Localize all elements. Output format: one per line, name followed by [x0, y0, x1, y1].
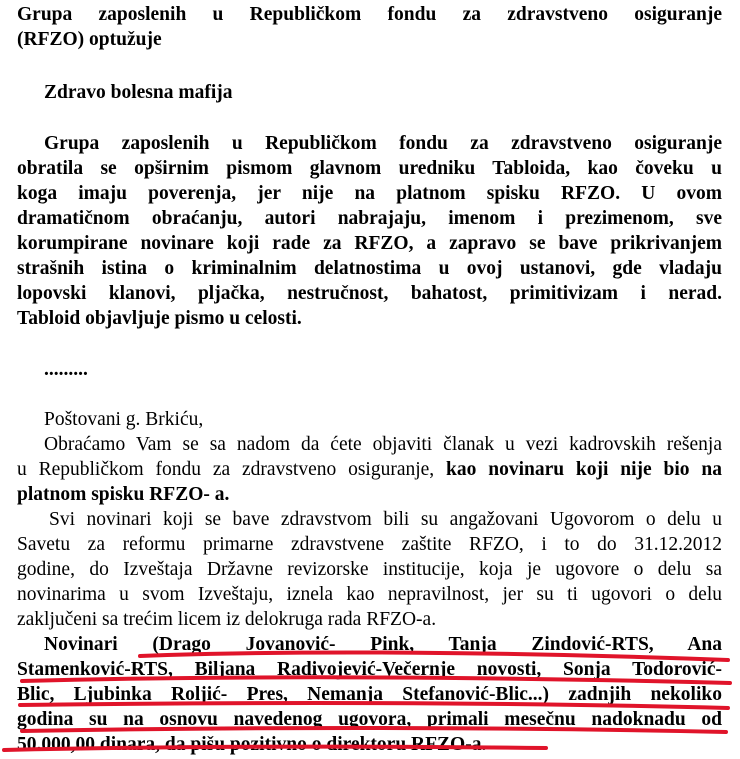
para1-line: platnom spisku RFZO- a.	[17, 484, 230, 505]
lead-line: Tabloid objavljuje pismo u celosti.	[17, 308, 302, 329]
para1-line: Obraćamo Vam se sa nadom da ćete objaviti članak u vezi kadrovskih rešenja	[44, 434, 722, 455]
para3-line: godina su na osnovu navedenog ugovora, primali mesečnu nadoknadu od	[17, 709, 722, 730]
para2-line: novinarima u svom Izveštaju, iznela kao nepravilnost, jer su ti ugovori o delu	[17, 584, 722, 605]
lead-line: Grupa zaposlenih u Republičkom fondu za zdravstveno osiguranje	[44, 133, 722, 154]
lead-line: korumpirane novinare koji rade za RFZO, a zapravo se bave prikrivanjem	[17, 233, 722, 254]
para2-line: godine, do Izveštaja Državne revizorske institucije, koja je ugovore o delu sa	[17, 559, 722, 580]
lead-line: koga imaju poverenja, jer nije na platnom spisku RFZO. U ovom	[17, 183, 722, 204]
para3-line: 50.000,00 dinara, da pišu pozitivno o direktoru RFZO-a.	[17, 734, 487, 755]
lead-line: strašnih istina o kriminalnim delatnostima u ovoj ustanovi, gde vladaju	[17, 258, 722, 279]
subhead: Zdravo bolesna mafija	[44, 82, 233, 103]
para2-line: Savetu za reformu primarne zdravstvene zaštite RFZO, i to do 31.12.2012	[17, 534, 722, 555]
para3-line: Blic, Ljubinka Roljić- Pres, Nemanja Stefanović-Blic...) zadnjih nekoliko	[17, 684, 722, 705]
salutation: Poštovani g. Brkiću,	[44, 409, 204, 430]
para3-line: Stamenković-RTS, Biljana Radivojević-Večernje novosti, Sonja Todorović-	[17, 659, 722, 680]
para2-line: Svi novinari koji se bave zdravstvom bili su angažovani Ugovorom o delu u	[49, 509, 722, 530]
separator: .........	[44, 359, 88, 380]
lead-line: dramatičnom obraćanju, autori nabrajaju, imenom i prezimenom, sve	[17, 208, 722, 229]
para1-normal-text: u Republičkom fondu za zdravstveno osiguranje,	[17, 459, 447, 480]
headline-line-2: (RFZO) optužuje	[17, 29, 162, 50]
para2-line: zaključeni sa trećim licem iz delokruga rada RFZO-a.	[17, 609, 437, 630]
para3-line: Novinari (Drago Jovanović- Pink, Tanja Zindović-RTS, Ana	[44, 634, 722, 655]
para1-bold-text: kao novinaru koji nije bio na	[446, 459, 722, 480]
lead-line: obratila se opširnim pismom glavnom uredniku Tabloida, kao čoveku u	[17, 158, 722, 179]
para1-line	[17, 458, 722, 482]
lead-line: lopovski klanovi, pljačka, nestručnost, bahatost, primitivizam i nerad.	[17, 283, 722, 304]
headline-line-1: Grupa zaposlenih u Republičkom fondu za zdravstveno osiguranje	[17, 4, 722, 25]
